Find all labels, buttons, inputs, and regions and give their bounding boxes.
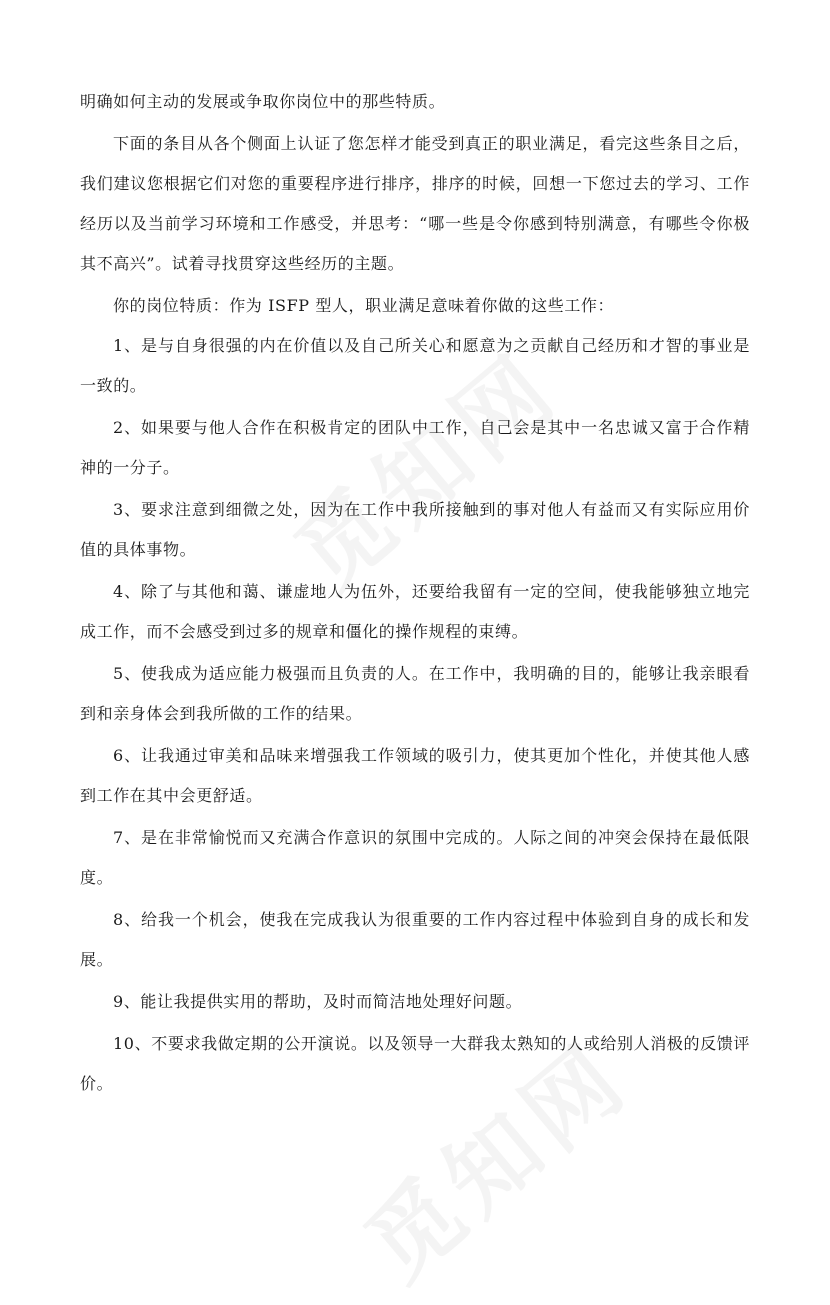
- paragraph-continuation: 明确如何主动的发展或争取你岗位中的那些特质。: [80, 92, 446, 111]
- list-item-5: 5、使我成为适应能力极强而且负责的人。在工作中，我明确的目的，能够让我亲眼看到和亲身体会到我所做的工作的结果。: [80, 664, 750, 723]
- list-item-1: 1、是与自身很强的内在价值以及自己所关心和愿意为之贡献自己经历和才智的事业是一致的。: [80, 336, 750, 395]
- paragraph-intro: 下面的条目从各个侧面上认证了您怎样才能受到真正的职业满足，看完这些条目之后，我们建议您根据它们对您的重要程序进行排序，排序的时候，回想一下您过去的学习、工作经历以及当前学习环境和工作感受，并思考：“哪一些是令你感到特别满意，有哪些令你极其不高兴”。试着寻找贯穿这些经历的主题。: [80, 134, 750, 273]
- list-item-9: 9、能让我提供实用的帮助，及时而简洁地处理好问题。: [113, 992, 523, 1011]
- list-item-4: 4、除了与其他和蔼、谦虚地人为伍外，还要给我留有一定的空间，使我能够独立地完成工作，而不会感受到过多的规章和僵化的操作规程的束缚。: [80, 582, 750, 641]
- list-item-6: 6、让我通过审美和品味来增强我工作领域的吸引力，使其更加个性化，并使其他人感到工作在其中会更舒适。: [80, 746, 750, 805]
- document-body: [80, 82, 750, 1104]
- list-item-8: 8、给我一个机会，使我在完成我认为很重要的工作内容过程中体验到自身的成长和发展。: [80, 910, 750, 969]
- list-item-3: 3、要求注意到细微之处，因为在工作中我所接触到的事对他人有益而又有实际应用价值的具体事物。: [80, 500, 750, 559]
- list-item-7: 7、是在非常愉悦而又充满合作意识的氛围中完成的。人际之间的冲突会保持在最低限度。: [80, 828, 750, 887]
- list-item-2: 2、如果要与他人合作在积极肯定的团队中工作，自己会是其中一名忠诚又富于合作精神的一分子。: [80, 418, 750, 477]
- paragraph-heading: 你的岗位特质：作为 ISFP 型人，职业满足意味着你做的这些工作：: [113, 296, 615, 315]
- list-item-10: 10、不要求我做定期的公开演说。以及领导一大群我太熟知的人或给别人消极的反馈评价。: [80, 1034, 750, 1093]
